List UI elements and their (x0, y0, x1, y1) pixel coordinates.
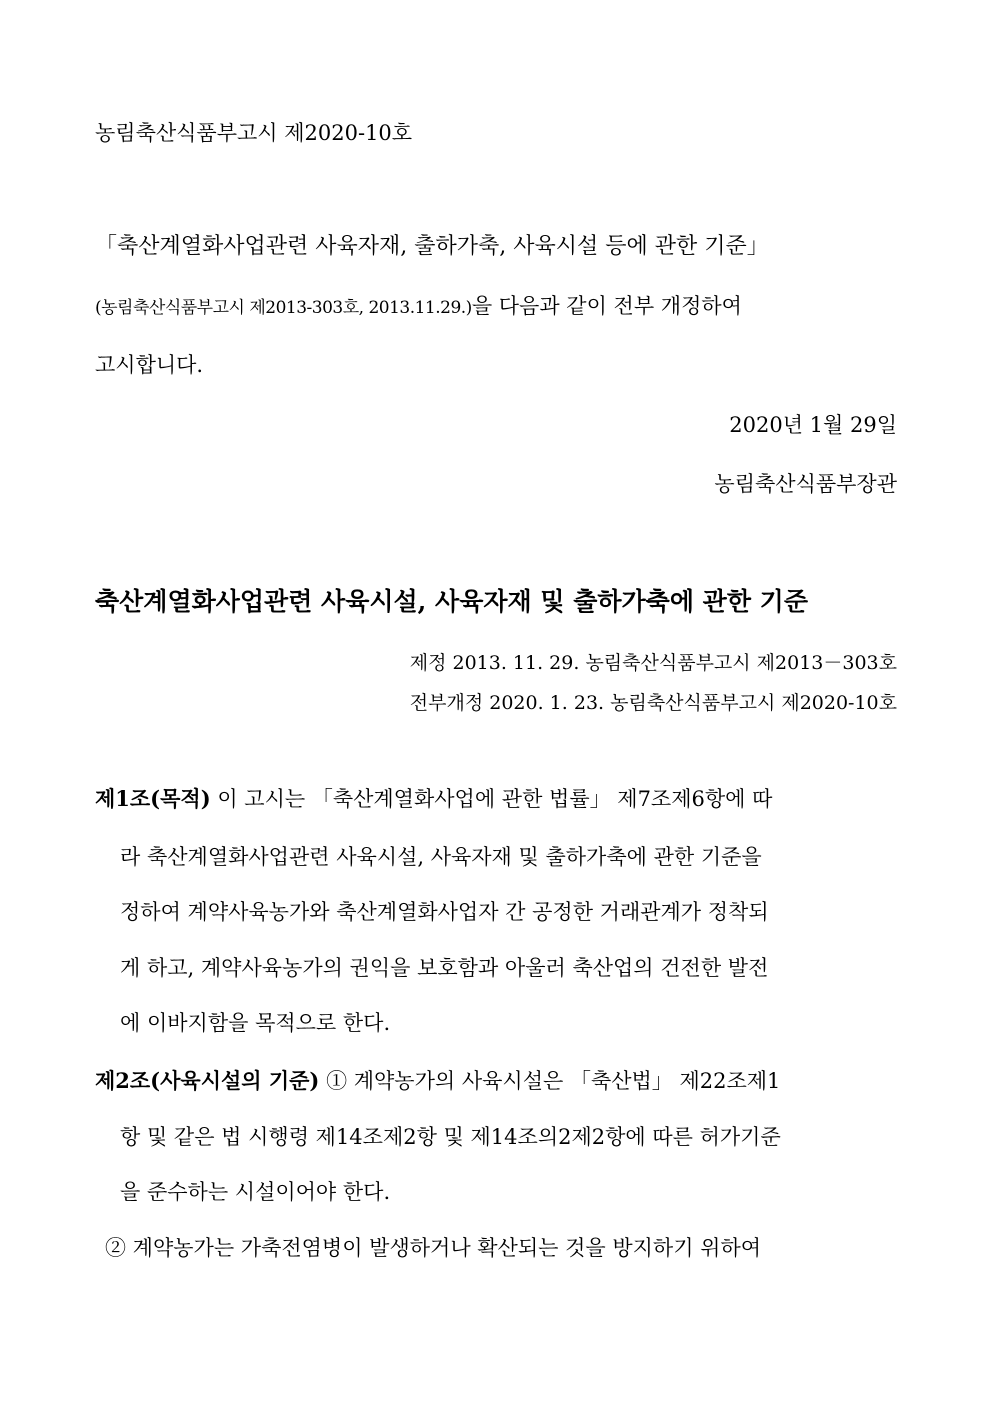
article-2-paragraph-2: ② 계약농가는 가축전염병이 발생하거나 확산되는 것을 방지하기 위하여 (105, 1236, 762, 1260)
article-2-line: 항 및 같은 법 시행령 제14조제2항 및 제14조의2제2항에 따른 허가기준 (120, 1125, 781, 1149)
history-revision: 전부개정 2020. 1. 23. 농림축산식품부고시 제2020-10호 (409, 692, 897, 714)
regulation-title: 축산계열화사업관련 사육시설, 사육자재 및 출하가축에 관한 기준 (95, 587, 808, 616)
article-2-first-line (95, 1066, 780, 1096)
article-2-line: 을 준수하는 시설이어야 한다. (120, 1180, 391, 1204)
preamble-line-2 (95, 291, 742, 323)
article-1-line: 라 축산계열화사업관련 사육시설, 사육자재 및 출하가축에 관한 기준을 (120, 845, 762, 869)
article-1-line: 게 하고, 계약사육농가의 권익을 보호함과 아울러 축산업의 건전한 발전 (120, 956, 769, 980)
preamble-line-3: 고시합니다. (95, 353, 204, 377)
article-1-heading: 제1조(목적) (95, 786, 211, 811)
notice-number: 농림축산식품부고시 제2020-10호 (95, 121, 413, 145)
article-2-heading: 제2조(사육시설의 기준) (95, 1068, 320, 1093)
article-1-line: 에 이바지함을 목적으로 한다. (120, 1011, 391, 1035)
article-1-line: 정하여 계약사육농가와 축산계열화사업자 간 공정한 거래관계가 정착되 (120, 900, 769, 924)
preamble-line-2-rest: 을 다음과 같이 전부 개정하여 (471, 294, 742, 318)
preamble-line-1: 「축산계열화사업관련 사육자재, 출하가축, 사육시설 등에 관한 기준」 (95, 234, 769, 259)
preamble-reference: (농림축산식품부고시 제2013-303호, 2013.11.29.) (95, 298, 472, 318)
article-1-first-line (95, 784, 897, 814)
history-enactment: 제정 2013. 11. 29. 농림축산식품부고시 제2013－303호 (409, 652, 897, 674)
signature-authority: 농림축산식품부장관 (714, 472, 897, 496)
signature-date: 2020년 1월 29일 (729, 413, 897, 437)
article-2-first-line-text: ① 계약농가의 사육시설은 「축산법」 제22조제1 (326, 1069, 781, 1093)
article-1-first-line-text: 이 고시는 「축산계열화사업에 관한 법률」 제7조제6항에 따 (217, 787, 773, 811)
